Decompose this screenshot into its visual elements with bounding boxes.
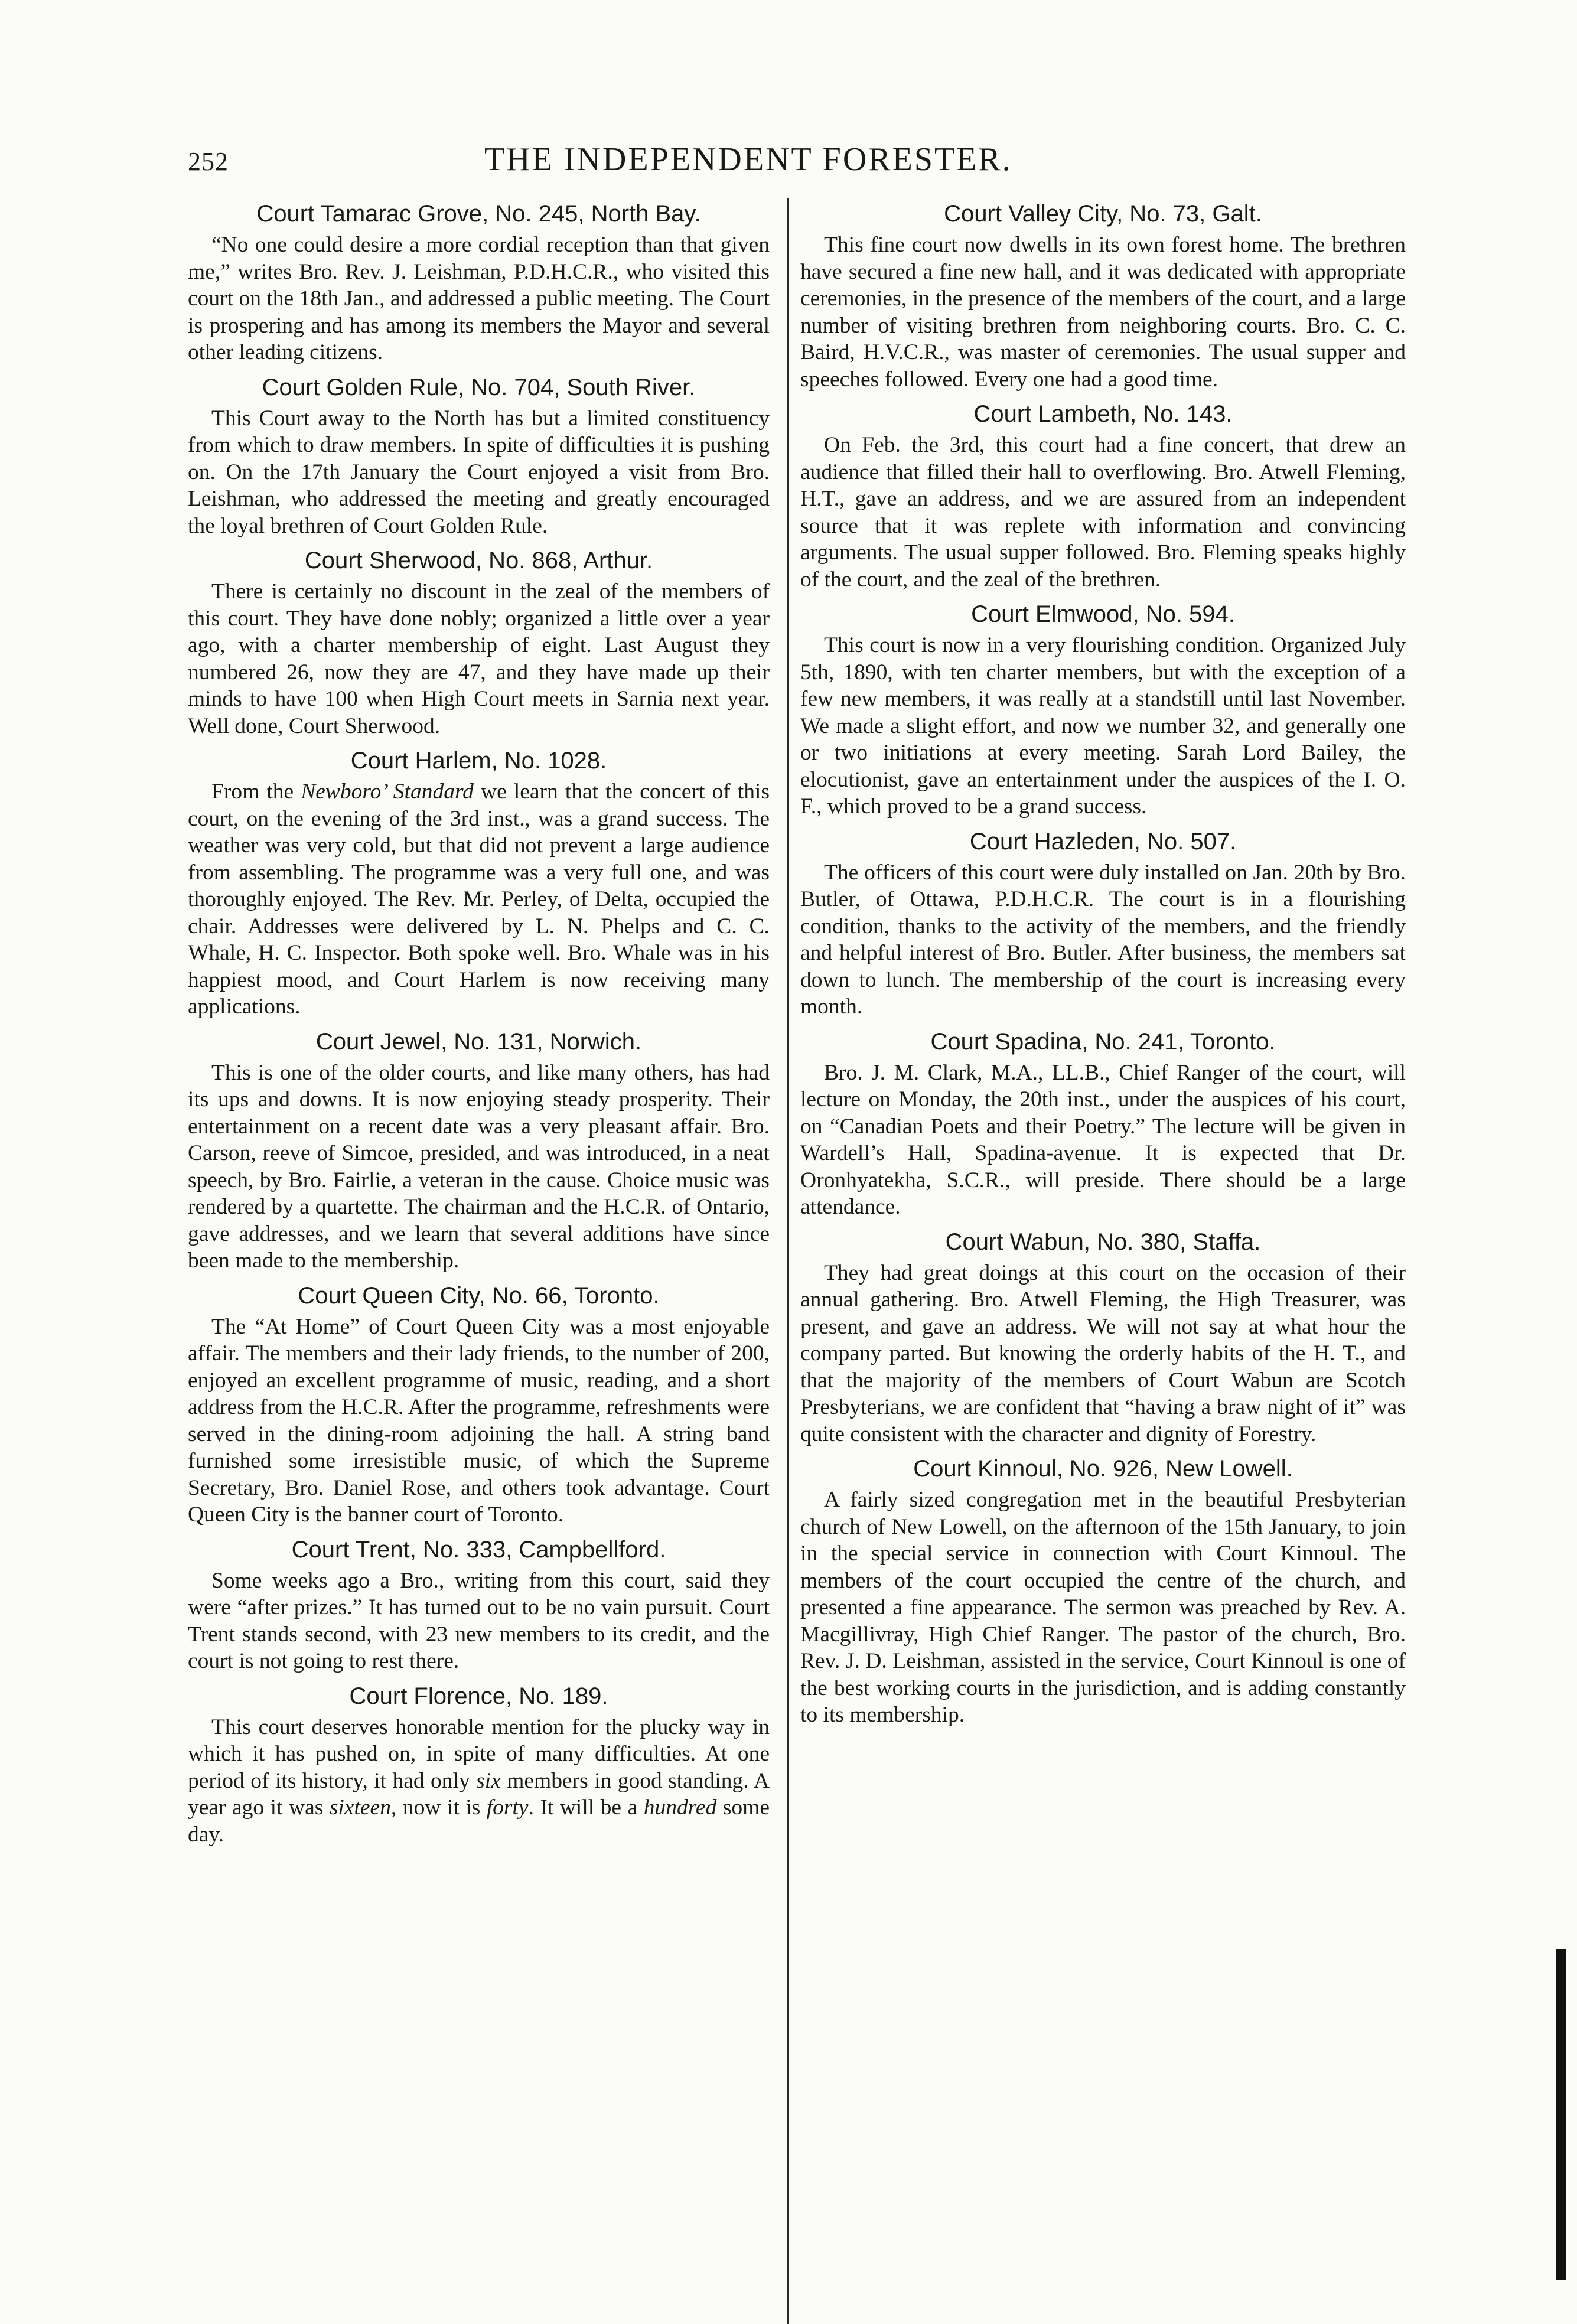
emphasis: sixteen [329,1795,391,1820]
left-column [188,195,770,1854]
article-harlem [188,745,770,1021]
article-elmwood [800,599,1406,820]
article-sherwood [188,545,770,739]
body-text-segment: some day. [188,1795,770,1847]
article-body: This fine court now dwells in its own forest home. The brethren have secured a fine new hall, and it was dedicated with appropriate ceremonies, in the presence of the members of the court, and a large number of visiting brethren from neighboring courts. Bro. C. C. Baird, H.V.C.R., was master of ceremonies. The usual supper and speeches followed. Every one had a good time. [800,233,1406,392]
article-wabun [800,1227,1406,1448]
article-body: The officers of this court were duly installed on Jan. 20th by Bro. Butler, of Ottawa, P.D.H.C.R. The court is in a flourishing condition, thanks to the activity of the members, and the friendly and helpful interest of Bro. Butler. After business, the members sat down to lunch. The membership of the court is increasing every month. [800,860,1406,1019]
article-heading: Court Kinnoul, No. 926, New Lowell. [913,1456,1293,1482]
article-heading: Court Golden Rule, No. 704, South River. [262,374,696,400]
scan-edge-mark [1556,1949,1566,2280]
article-queen-city [188,1280,770,1528]
article-body: There is certainly no discount in the zeal of the members of this court. They have done nobly; organized a little over a year ago, with a charter membership of eight. Last August they numbered 26, now they are 47, and they have made up their minds to have 100 when High Court meets in Sarnia next year. Well done, Court Sherwood. [188,579,770,738]
running-head: THE INDEPENDENT FORESTER. [484,141,1012,178]
article-florence [188,1681,770,1849]
article-heading: Court Hazleden, No. 507. [969,828,1237,855]
article-heading: Court Spadina, No. 241, Toronto. [930,1028,1276,1055]
article-hazleden [800,826,1406,1021]
article-body: This Court away to the North has but a limited constituency from which to draw members. In spite of difficulties it is pushing on. On the 17th January the Court enjoyed a visit from Bro. Leishman, who addressed the meeting and greatly encouraged the loyal brethren of Court Golden Rule. [188,406,770,538]
emphasis: hundred [643,1795,717,1820]
page-number: 252 [188,147,229,176]
article-jewel [188,1026,770,1275]
article-lambeth [800,399,1406,593]
emphasis: six [476,1768,501,1793]
article-heading: Court Queen City, No. 66, Toronto. [298,1282,660,1309]
article-body: Bro. J. M. Clark, M.A., LL.B., Chief Ranger of the court, will lecture on Monday, the 20th inst., under the auspices of his court, on “Canadian Poets and their Poetry.” The lecture will be given in Wardell’s Hall, Spadina-avenue. It is expected that Dr. Oronhyatekha, S.C.R., will preside. There should be a large attendance. [800,1060,1406,1219]
article-body: On Feb. the 3rd, this court had a fine concert, that drew an audience that filled their hall to overflowing. Bro. Atwell Fleming, H.T., gave an address, and we are assured from an independent source that it was replete with information and convincing arguments. The usual supper followed. Bro. Fleming speaks highly of the court, and the zeal of the brethren. [800,433,1406,592]
emphasis: forty [486,1795,529,1820]
body-text-segment: This court deserves honorable mention for the plucky way in which it has pushed on, in spite of many difficulties. At one period of its history, it had only [188,1715,770,1793]
article-valley-city [800,198,1406,393]
article-body: The “At Home” of Court Queen City was a most enjoyable affair. The members and their lady friends, to the number of 200, enjoyed an excellent programme of music, reading, and a short address from the H.C.R. After the programme, refreshments were served in the dining-room adjoining the hall. A string band furnished some irresistible music, of which the Supreme Secretary, Bro. Daniel Rose, and others took advantage. Court Queen City is the banner court of Toronto. [188,1314,770,1527]
article-body [188,778,770,1021]
article-golden-rule [188,372,770,540]
article-heading: Court Trent, No. 333, Campbellford. [291,1536,666,1563]
article-body: A fairly sized congregation met in the beautiful Presbyterian church of New Lowell, on the afternoon of the 15th January, to join in the special service in connection with Court Kinnoul. The members of the court occupied the centre of the church, and presented a fine appearance. The sermon was preached by Rev. A. Macgillivray, High Chief Ranger. The pastor of the church, Bro. Rev. J. D. Leishman, assisted in the service, Court Kinnoul is one of the best working courts in the jurisdiction, and is adding constantly to its membership. [800,1488,1406,1727]
article-heading: Court Harlem, No. 1028. [350,748,607,774]
body-text-segment: , now it is [390,1795,487,1820]
right-column [800,195,1406,1735]
article-heading: Court Tamarac Grove, No. 245, North Bay. [256,201,701,227]
article-heading: Court Elmwood, No. 594. [971,601,1235,627]
article-heading: Court Wabun, No. 380, Staffa. [945,1228,1261,1255]
article-heading: Court Jewel, No. 131, Norwich. [315,1028,642,1055]
article-body: Some weeks ago a Bro., writing from this court, said they were “after prizes.” It has turned out to be no vain pursuit. Court Trent stands second, with 23 new members to its credit, and the court is not going to rest there. [188,1568,770,1673]
body-text-segment: we learn that the concert of this court, on the evening of the 3rd inst., was a grand success. The weather was very cold, but that did not prevent a large audience from assembling. The programme was a very full one, and was thoroughly enjoyed. The Rev. Mr. Perley, of Delta, occupied the chair. Addresses were delivered by L. N. Phelps and C. C. Whale, H. C. Inspector. Both spoke well. Bro. Whale was in his happiest mood, and Court Harlem is now receiving many applications. [188,780,770,1019]
article-heading: Court Florence, No. 189. [349,1683,608,1709]
article-body: This is one of the older courts, and like many others, has had its ups and downs. It is now enjoying steady prosperity. Their entertainment on a recent date was a very pleasant affair. Bro. Carson, reeve of Simcoe, presided, and was introduced, in a neat speech, by Bro. Fairlie, a veteran in the cause. Choice music was rendered by a quartette. The chairman and the H.C.R. of Ontario, gave addresses, and we learn that several additions have since been made to the membership. [188,1060,770,1273]
article-spadina [800,1026,1406,1221]
article-kinnoul [800,1453,1406,1729]
body-text-segment: members in good standing. A year ago it was [188,1768,770,1820]
article-heading: Court Lambeth, No. 143. [973,401,1233,427]
article-body: They had great doings at this court on the occasion of their annual gathering. Bro. Atwell Fleming, the High Treasurer, was present, and gave an address. We will not say at what hour the company parted. But knowing the orderly habits of the H. T., and that the majority of the members of Court Wabun are Scotch Presbyterians, we are confident that “having a braw night of it” was quite consistent with the character and dignity of Forestry. [800,1260,1406,1446]
article-body [188,1714,770,1849]
article-heading: Court Sherwood, No. 868, Arthur. [304,547,653,573]
article-body: “No one could desire a more cordial reception than that given me,” writes Bro. Rev. J. Leishman, P.D.H.C.R., who visited this court on the 18th Jan., and addressed a public meeting. The Court is prospering and has among its members the Mayor and several other leading citizens. [188,233,770,364]
body-text-segment: . It will be a [528,1795,644,1820]
article-body: This court is now in a very flourishing condition. Organized July 5th, 1890, with ten charter members, but with the exception of a few new members, it was really at a standstill until last November. We made a slight effort, and now we number 32, and generally one or two initiations at every meeting. Sarah Lord Bailey, the elocutionist, gave an entertainment under the auspices of the I. O. F., which proved to be a grand success. [800,633,1406,819]
column-divider [787,198,789,2324]
article-trent [188,1534,770,1675]
newspaper-title: Newboro’ Standard [301,780,474,804]
body-text-segment: From the [211,780,301,804]
article-heading: Court Valley City, No. 73, Galt. [944,201,1262,227]
article-tamarac-grove [188,198,770,366]
